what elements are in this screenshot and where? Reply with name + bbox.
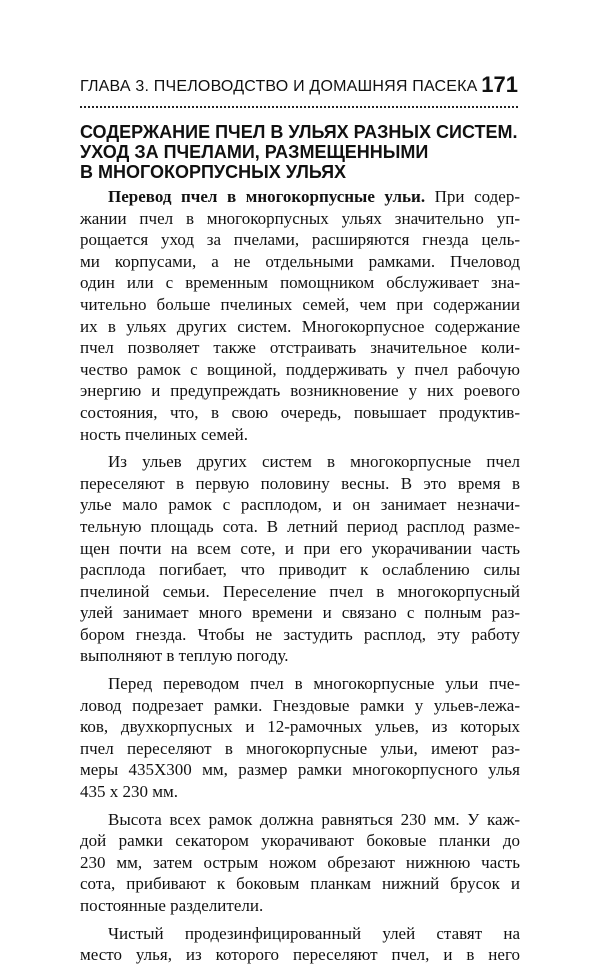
body-text <box>80 186 520 972</box>
text-line: улье мало рамок с расплодом, и он занимает незначи- <box>80 495 520 515</box>
text-line: щен почти на всем соте, и при его укорачивании часть <box>80 538 520 558</box>
text-line: энергию и предупреждать возникновение у них роевого <box>80 381 520 401</box>
text-line: ми корпусами, а не отдельными рамками. Пчеловод <box>80 251 520 271</box>
text-line: Высота всех рамок должна равняться 230 мм. У каж- <box>108 809 520 829</box>
paragraph <box>80 923 520 966</box>
text-line: место улья, из которого переселяют пчел, и в него <box>80 945 520 965</box>
text-line: постоянные разделители. <box>80 896 264 915</box>
text-line: улей занимает много времени и связано с полным раз- <box>80 603 520 623</box>
section-title <box>80 122 520 182</box>
text-line: расплода погибает, что приводит к ослаблению силы <box>80 560 520 580</box>
text-line: ловод подрезает рамки. Гнездовые рамки у ульев-лежа- <box>80 695 520 715</box>
text-line: сота, прибивают к боковым планкам нижний брусок и <box>80 874 520 894</box>
header-rule <box>80 106 518 108</box>
text-line: один или с временным помощником обслуживает зна- <box>80 273 520 293</box>
paragraph <box>80 451 520 667</box>
text-line: ков, двухкорпусных и 12-рамочных ульев, из которых <box>80 717 520 737</box>
text-line: Чистый продезинфицированный улей ставят на <box>108 923 520 943</box>
paragraph <box>80 809 520 917</box>
section-title-line: В МНОГОКОРПУСНЫХ УЛЬЯХ <box>80 162 347 182</box>
text-line: Из ульев других систем в многокорпусные пчел <box>108 452 520 472</box>
text-line: ность пчелиных семей. <box>80 424 248 444</box>
text-line: пчел позволяет также отстраивать значительное коли- <box>80 338 520 358</box>
text-line: дой рамки секатором укорачивают боковые планки до <box>80 831 520 851</box>
text-line: тельную площадь сота. В летний период расплод разме- <box>80 516 520 536</box>
paragraph <box>80 673 520 803</box>
text-line: 435 х 230 мм. <box>80 782 179 802</box>
text-line: меры 435Х300 мм, размер рамки многокорпусного улья <box>80 760 520 780</box>
text-line: пчелиной семьи. Переселение пчел в многокорпусный <box>80 581 520 601</box>
section-title-line: СОДЕРЖАНИЕ ПЧЕЛ В УЛЬЯХ РАЗНЫХ СИСТЕМ. <box>80 122 518 142</box>
text-line: переселяют в первую половину весны. В это время в <box>80 473 520 493</box>
page-number: 171 <box>481 72 518 97</box>
section-title-line: УХОД ЗА ПЧЕЛАМИ, РАЗМЕЩЕННЫМИ <box>80 142 429 162</box>
running-header <box>80 72 518 106</box>
text-line: Перед переводом пчел в многокорпусные ульи пче- <box>108 674 520 694</box>
text-line: 230 мм, затем острым ножом обрезают нижнюю часть <box>80 852 520 872</box>
running-head: ГЛАВА 3. ПЧЕЛОВОДСТВО И ДОМАШНЯЯ ПАСЕКА <box>80 78 478 95</box>
text-line: пчел переселяют в многокорпусные ульи, имеют раз- <box>80 738 520 758</box>
paragraph <box>80 186 520 445</box>
text-line: рощается уход за пчелами, расширяются гнезда цель- <box>80 230 520 250</box>
text-line: чительно больше пчелиных семей, чем при содержании <box>80 294 520 314</box>
text-line: бором гнезда. Чтобы не застудить расплод, эту работу <box>80 624 520 644</box>
text-line: выполняют в теплую погоду. <box>80 646 289 666</box>
text-line: чество рамок с вощиной, поддерживать у пчел рабочую <box>80 359 520 379</box>
paragraph-runin-heading: Перевод пчел в многокорпусные ульи. <box>108 187 426 206</box>
text-line: жании пчел в многокорпусных ульях значительно уп- <box>80 208 520 228</box>
text-line: Перевод пчел в многокорпусные ульи. При содер- <box>108 187 520 206</box>
text-line: их в ульях других систем. Многокорпусное содержание <box>80 316 520 336</box>
text-line: состояния, что, в свою очередь, повышает продуктив- <box>80 402 520 422</box>
